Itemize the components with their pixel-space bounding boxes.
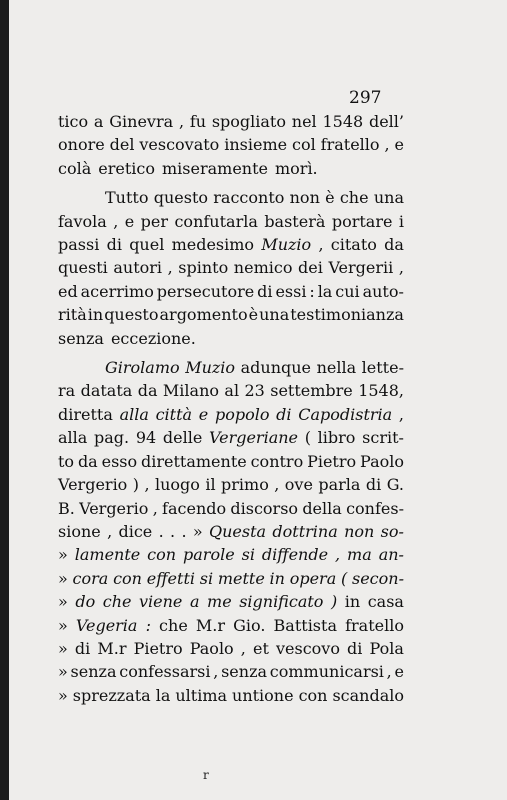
text-line: ed acerrimo persecutore di essi : la cui auto- [58, 281, 404, 301]
text-line: ra datata da Milano al 23 settembre 1548, [58, 381, 404, 401]
quote-line: » do che viene a me significato ) in casa [58, 592, 404, 612]
quote-line: » cora con effetti si mette in opera ( secon- [58, 568, 404, 588]
quote-line: » senza confessarsi , senza communicarsi , e [58, 662, 404, 682]
text-line: senza eccezione. [58, 328, 196, 348]
text-line: diretta alla città e popolo di Capodistria , [58, 404, 404, 424]
paragraph-start-line: Tutto questo racconto non è che una [105, 188, 404, 208]
text-line: colà eretico miseramente morì. [58, 158, 318, 178]
quote-line: » sprezzata la ultima untione con scandalo [58, 685, 404, 705]
text-line: rità in questo argomento è una testimonianza [58, 305, 404, 325]
text-line: favola , e per confutarla basterà portare i [58, 211, 404, 231]
text-line: questi autori , spinto nemico dei Vergerii , [58, 258, 404, 278]
text-line: Vergerio ) , luogo il primo , ove parla di G. [58, 475, 404, 495]
text-line: sione , dice . . . » Questa dottrina non so- [58, 521, 404, 541]
text-line: passi di quel medesimo Muzio , citato da [58, 235, 404, 255]
page-number: 297 [349, 88, 382, 108]
quote-line: » di M.r Pietro Paolo , et vescovo di Pola [58, 638, 404, 658]
text-line: tico a Ginevra , fu spogliato nel 1548 dell’ [58, 112, 404, 131]
quote-line: » lamente con parole si diffende , ma an- [58, 545, 404, 565]
quote-line: » Vegeria : che M.r Gio. Battista fratello [58, 615, 404, 635]
signature-mark: r [203, 768, 209, 782]
book-page [9, 0, 507, 800]
body-text [58, 110, 404, 707]
text-line: alla pag. 94 delle Vergeriane ( libro scrit- [58, 428, 404, 448]
text-line: to da esso direttamente contro Pietro Paolo [58, 451, 404, 471]
text-line: onore del vescovato insieme col fratello , e [58, 135, 404, 155]
paragraph-start-line: Girolamo Muzio adunque nella lette- [105, 358, 404, 378]
text-line: B. Vergerio , facendo discorso della confes- [58, 498, 404, 518]
